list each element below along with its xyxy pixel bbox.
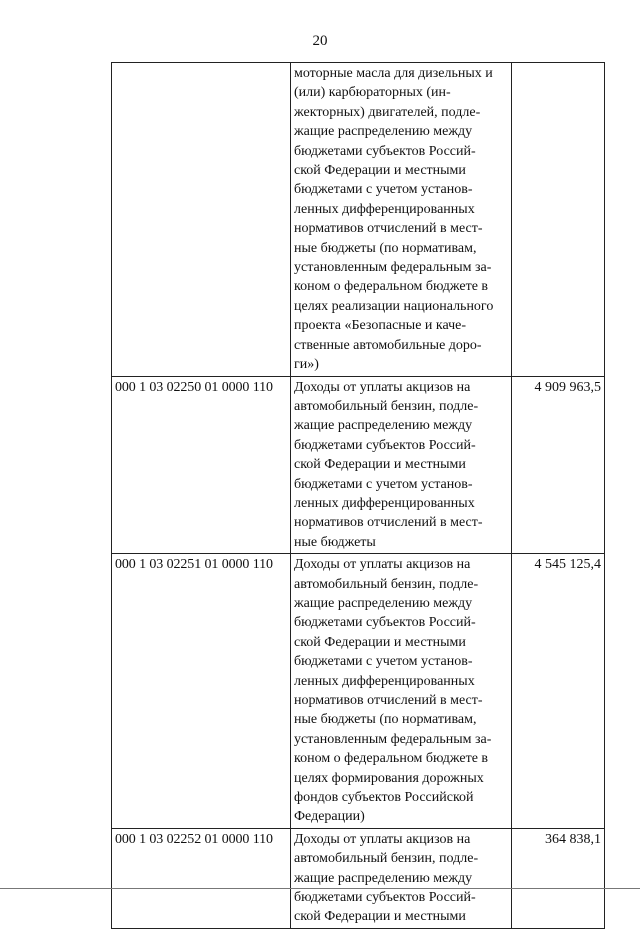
description-line: установленным федеральным за-	[294, 260, 492, 276]
description-line: бюджетами с учетом установ-	[294, 476, 473, 492]
description-line: фондов субъектов Российской	[294, 790, 474, 806]
description-line: Доходы от уплаты акцизов на	[294, 557, 471, 573]
description-line: ленных дифференцированных	[294, 201, 475, 217]
budget-code-cell: 000 1 03 02252 01 0000 110	[112, 828, 291, 928]
budget-revenue-table	[111, 62, 605, 929]
description-line: нормативов отчислений в мест-	[294, 515, 483, 531]
description-line: ской Федерации и местными	[294, 457, 466, 473]
budget-code-cell: 000 1 03 02251 01 0000 110	[112, 554, 291, 829]
description-cell	[291, 554, 512, 829]
description-line: ные бюджеты (по нормативам,	[294, 712, 477, 728]
description-line: бюджетами с учетом установ-	[294, 654, 473, 670]
description-line: ской Федерации и местными	[294, 163, 466, 179]
description-line: жащие распределению между	[294, 418, 473, 434]
description-line: ственные автомобильные доро-	[294, 337, 482, 353]
description-line: коном о федеральном бюджете в	[294, 751, 489, 767]
table-row	[112, 554, 605, 829]
description-line: бюджетами с учетом установ-	[294, 182, 473, 198]
description-line: коном о федеральном бюджете в	[294, 279, 489, 295]
description-line: целях формирования дорожных	[294, 770, 484, 786]
description-line: бюджетами субъектов Россий-	[294, 437, 476, 453]
description-line: автомобильный бензин, подле-	[294, 576, 479, 592]
description-cell	[291, 63, 512, 377]
description-line: ской Федерации и местными	[294, 634, 466, 650]
description-line: автомобильный бензин, подле-	[294, 398, 479, 414]
description-line: жащие распределению между	[294, 595, 473, 611]
amount-cell: 4 909 963,5	[512, 376, 605, 554]
description-line: бюджетами субъектов Россий-	[294, 615, 476, 631]
description-line: нормативов отчислений в мест-	[294, 221, 483, 237]
table-row	[112, 63, 605, 377]
budget-code-cell	[112, 63, 291, 377]
description-line: жекторных) двигателей, подле-	[294, 104, 481, 120]
description-line: установленным федеральным за-	[294, 731, 492, 747]
description-line: жащие распределению между	[294, 870, 473, 886]
table-row	[112, 828, 605, 928]
description-line: ные бюджеты (по нормативам,	[294, 240, 477, 256]
description-line: ленных дифференцированных	[294, 495, 475, 511]
description-line: бюджетами субъектов Россий-	[294, 890, 476, 906]
description-line: ные бюджеты	[294, 534, 376, 550]
description-cell	[291, 376, 512, 554]
amount-cell: 4 545 125,4	[512, 554, 605, 829]
description-line: Федерации)	[294, 809, 365, 825]
page-bottom-rule	[0, 888, 640, 889]
amount-cell	[512, 63, 605, 377]
page-number: 20	[312, 33, 328, 49]
table-body	[112, 63, 605, 929]
description-line: жащие распределению между	[294, 124, 473, 140]
description-line: моторные масла для дизельных и	[294, 66, 493, 81]
table-row	[112, 376, 605, 554]
description-line: целях реализации национального	[294, 298, 494, 314]
description-cell	[291, 828, 512, 928]
description-line: проекта «Безопасные и каче-	[294, 318, 467, 334]
description-line: ги»)	[294, 357, 319, 373]
description-line: Доходы от уплаты акцизов на	[294, 379, 471, 395]
description-line: ской Федерации и местными	[294, 909, 466, 925]
description-line: (или) карбюраторных (ин-	[294, 85, 451, 101]
amount-cell: 364 838,1	[512, 828, 605, 928]
description-line: Доходы от уплаты акцизов на	[294, 831, 471, 847]
description-line: бюджетами субъектов Россий-	[294, 143, 476, 159]
description-line: нормативов отчислений в мест-	[294, 693, 483, 708]
budget-code-cell: 000 1 03 02250 01 0000 110	[112, 376, 291, 554]
description-line: ленных дифференцированных	[294, 673, 475, 689]
description-line: автомобильный бензин, подле-	[294, 851, 479, 867]
